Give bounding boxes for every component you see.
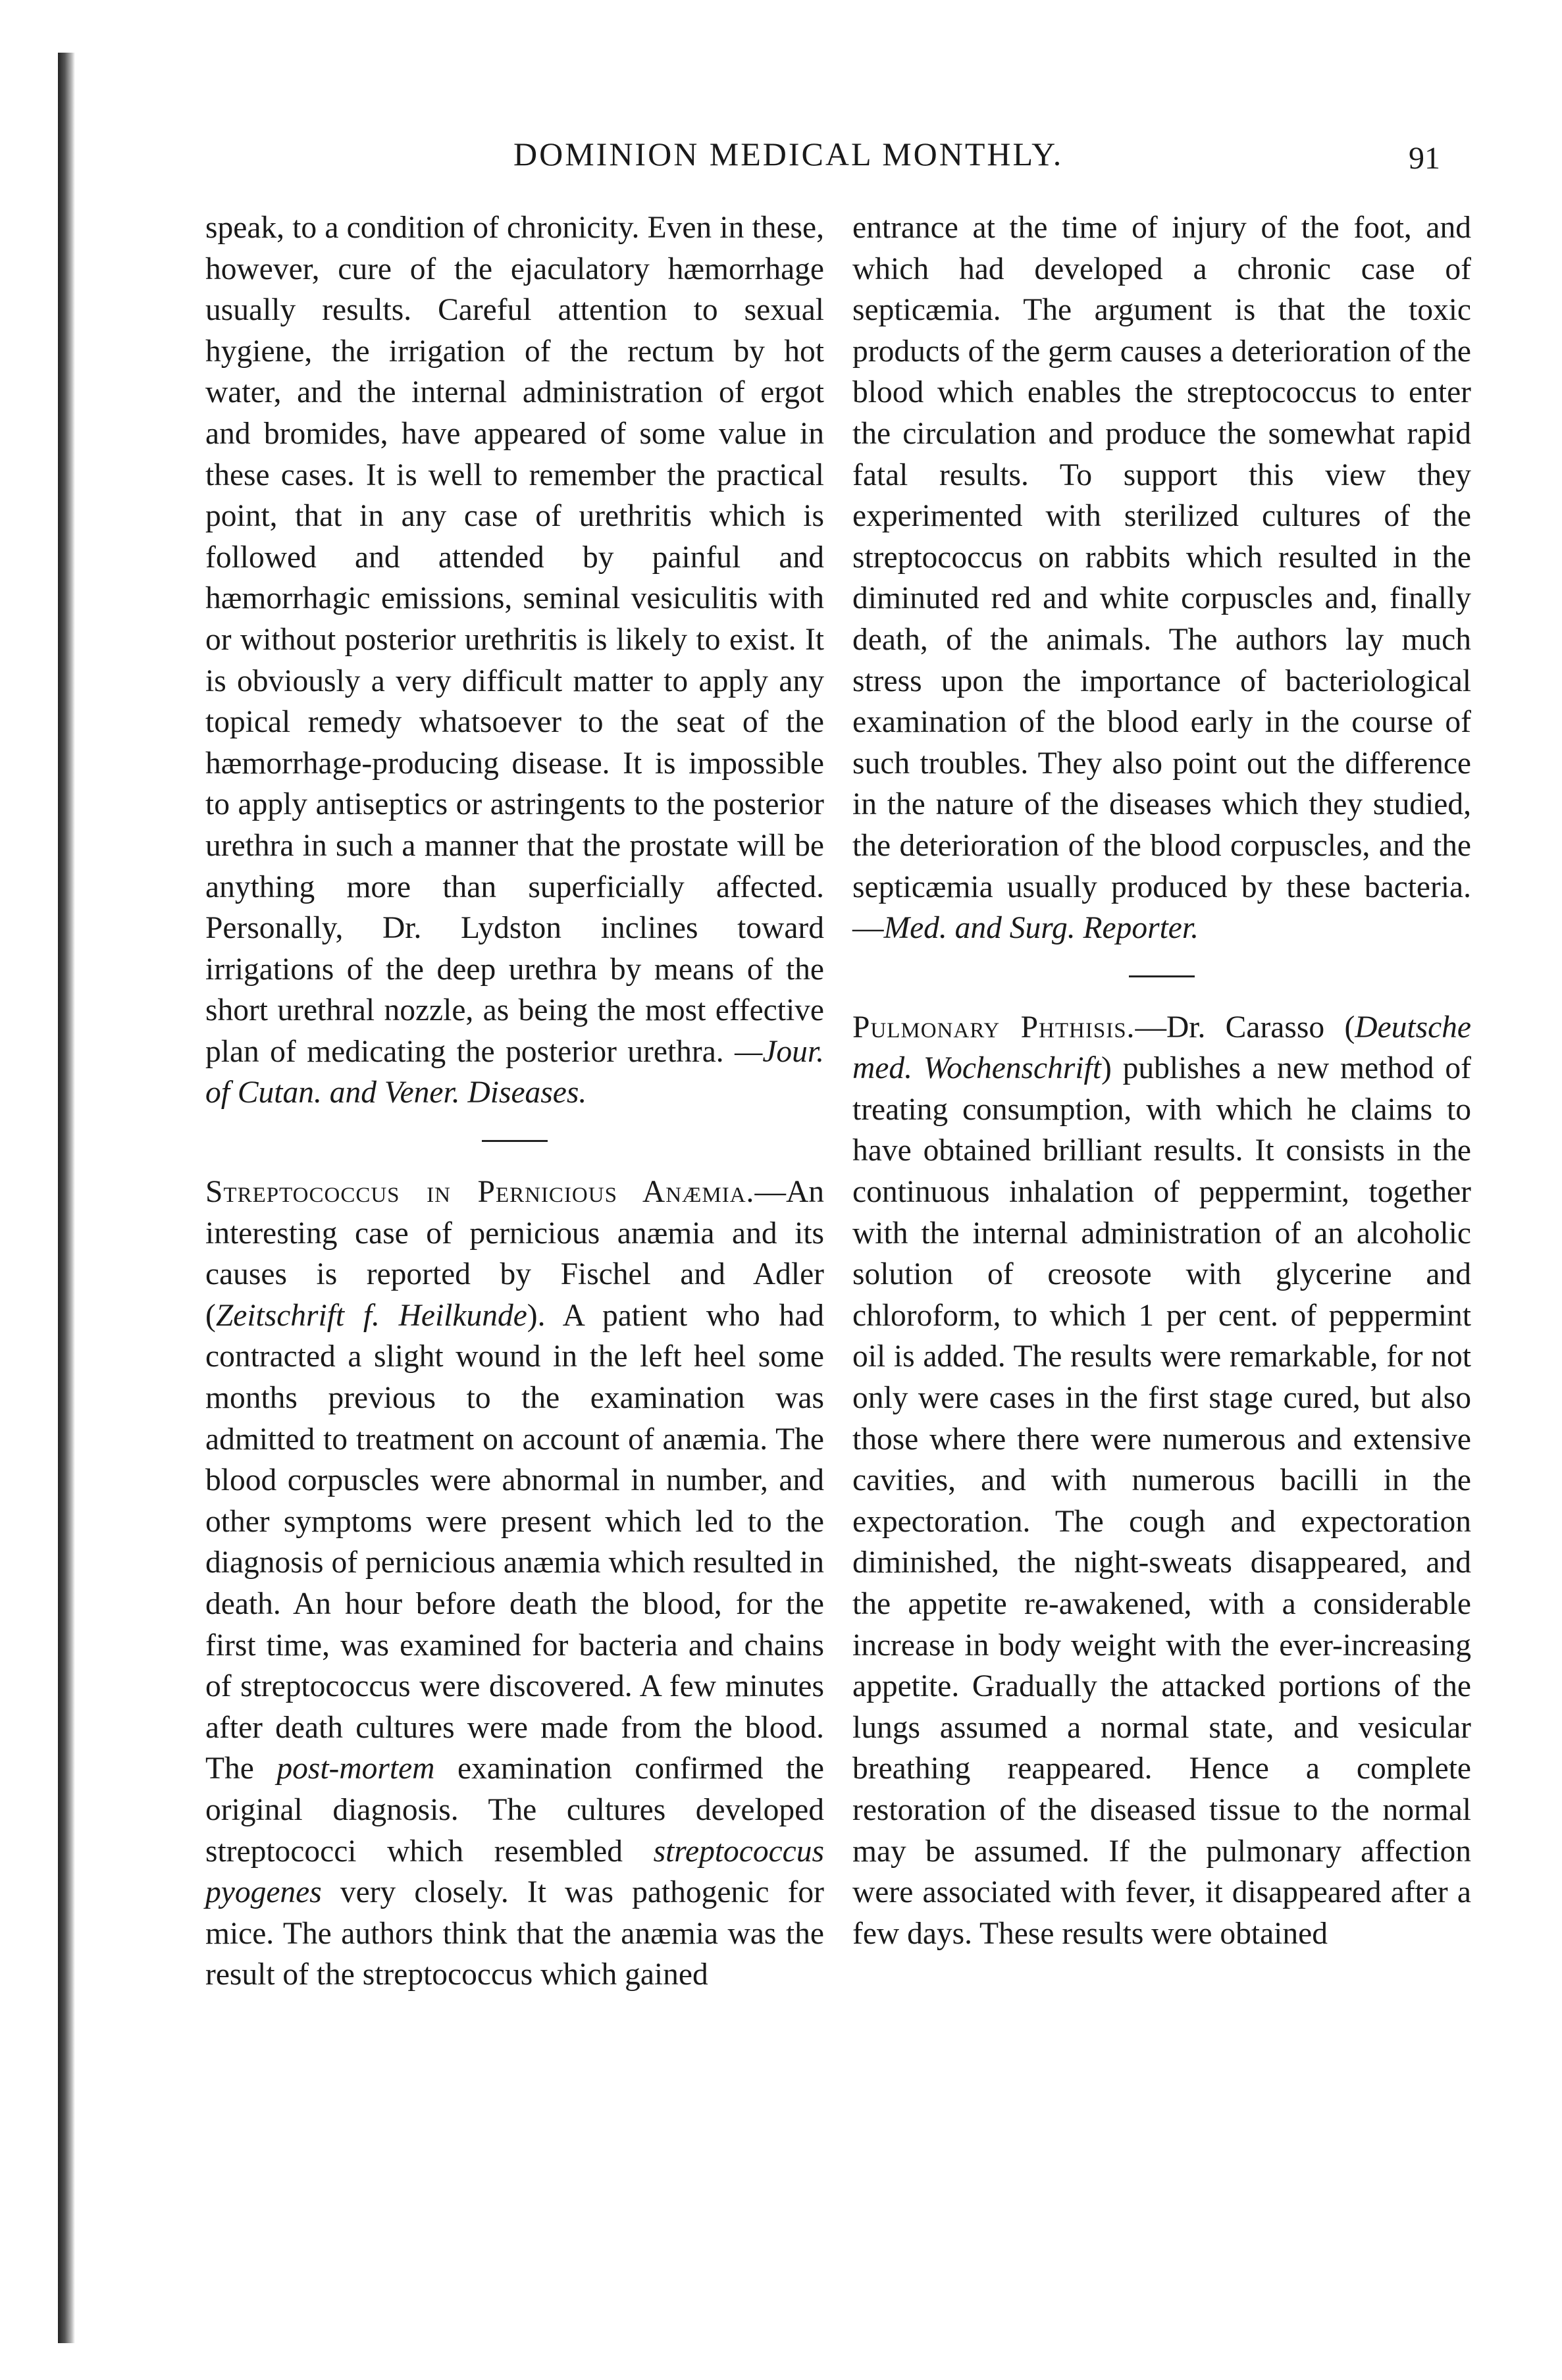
paragraph-text: speak, to a condition of chronicity. Even in these, however, cure of the ejaculatory hæmorrhage usually results. Careful attention to sexual hygiene, the irrigation of the rectum by hot water, and the internal administration of ergot and bromides, have appeared of some value in these cases. It is well to remember the practical point, that in any case of urethritis which is followed and attended by painful and hæmorrhagic emissions, seminal vesiculitis with or without posterior urethritis is likely to exist. It is obviously a very difficult matter to apply any topical remedy whatsoever to the seat of the hæmorrhage-producing disease. It is impossible to apply antiseptics or astringents to the posterior urethra in such a manner that the prostate will be anything more than superficially affected. Personally, Dr. Lydston inclines toward irrigations of the deep urethra by means of the short urethral nozzle, as being the most effective plan of medicating the posterior urethra. <box>205 211 824 1069</box>
page-number: 91 <box>1409 141 1440 176</box>
paragraph-text: ) publishes a new method of treating consumption, with which he claims to have obtained brilliant results. It consists in the continuous inhalation of peppermint, together with the internal administration of an alcoholic solution of creosote with glycerine and chloroform, to which 1 per cent. of peppermint oil is added. The results were remarkable, for not only were cases in the first stage cured, but also those where there were numerous and extensive cavities, and with numerous bacilli in the expectoration. The cough and expectoration diminished, the night-sweats disappeared, and the appetite re-awakened, with a considerable increase in body weight with the ever-increasing appetite. Gradually the attacked portions of the lungs assumed a normal state, and vesicular breathing reappeared. Hence a complete restoration of the diseased tissue to the normal may be assumed. If the pulmonary affection were associated with fever, it disappeared after a few days. These results were obtained <box>852 1051 1471 1951</box>
source-citation: Med. and Surg. Reporter. <box>883 911 1199 946</box>
paragraph-chronicity <box>205 207 824 1114</box>
paragraph-text: —Dr. Carasso ( <box>1135 1010 1355 1045</box>
paragraph-septicaemia <box>852 207 1471 949</box>
article-streptococcus <box>205 1172 824 1996</box>
italic-term: post-mortem <box>276 1751 435 1786</box>
article-heading: Pulmonary Phthisis. <box>852 1010 1135 1045</box>
section-divider <box>482 1140 548 1142</box>
left-column <box>205 207 824 1996</box>
right-column <box>852 207 1471 1954</box>
paragraph-text: entrance at the time of injury of the foot, and which had developed a chronic case of septicæmia. The argument is that the toxic products of the germ causes a deterioration of the blood which enables the streptococcus to enter the circulation and produce the somewhat rapid fatal results. To support this view they experimented with sterilized cultures of the streptococcus on rabbits which resulted in the diminuted red and white corpuscles and, finally death, of the animals. The authors lay much stress upon the importance of bacteriological examination of the blood early in the course of such troubles. They also point out the difference in the nature of the diseases which they studied, the deterioration of the blood corpuscles, and the septicæmia usually produced by these bacteria.— <box>852 211 1471 946</box>
section-divider <box>1129 975 1195 977</box>
paragraph-text: —An interesting case of pernicious anæmia and its causes is reported by Fischel and Adler ( <box>205 1175 824 1333</box>
page-edge-shadow <box>58 53 75 2343</box>
paragraph-text: ). A patient who had contracted a slight wound in the left heel some months previous to the examination was admitted to treatment on account of anæmia. The blood corpuscles were abnormal in number, and other symptoms were present which led to the diagnosis of pernicious anæmia which resulted in death. An hour before death the blood, for the first time, was examined for bacteria and chains of streptococcus were discovered. A few minutes after death cultures were made from the blood. The <box>205 1298 824 1786</box>
paragraph-text: very closely. It was pathogenic for mice. The authors think that the anæmia was the result of the streptococcus which gained <box>205 1875 824 1992</box>
running-title: DOMINION MEDICAL MONTHLY. <box>513 136 1064 172</box>
source-citation: —Jour. of Cutan. and Vener. Diseases. <box>205 1034 824 1110</box>
paragraph-text: examination confirmed the original diagnosis. The cultures developed streptococci which resembled <box>205 1751 824 1869</box>
article-pulmonary-phthisis <box>852 1007 1471 1955</box>
species-name: streptococcus pyogenes <box>205 1834 824 1910</box>
article-heading: Streptococcus in Pernicious Anæmia. <box>205 1175 755 1210</box>
journal-name: Deutsche med. Wochenschrift <box>852 1010 1471 1086</box>
journal-name: Zeitschrift f. Heilkunde <box>215 1298 527 1333</box>
